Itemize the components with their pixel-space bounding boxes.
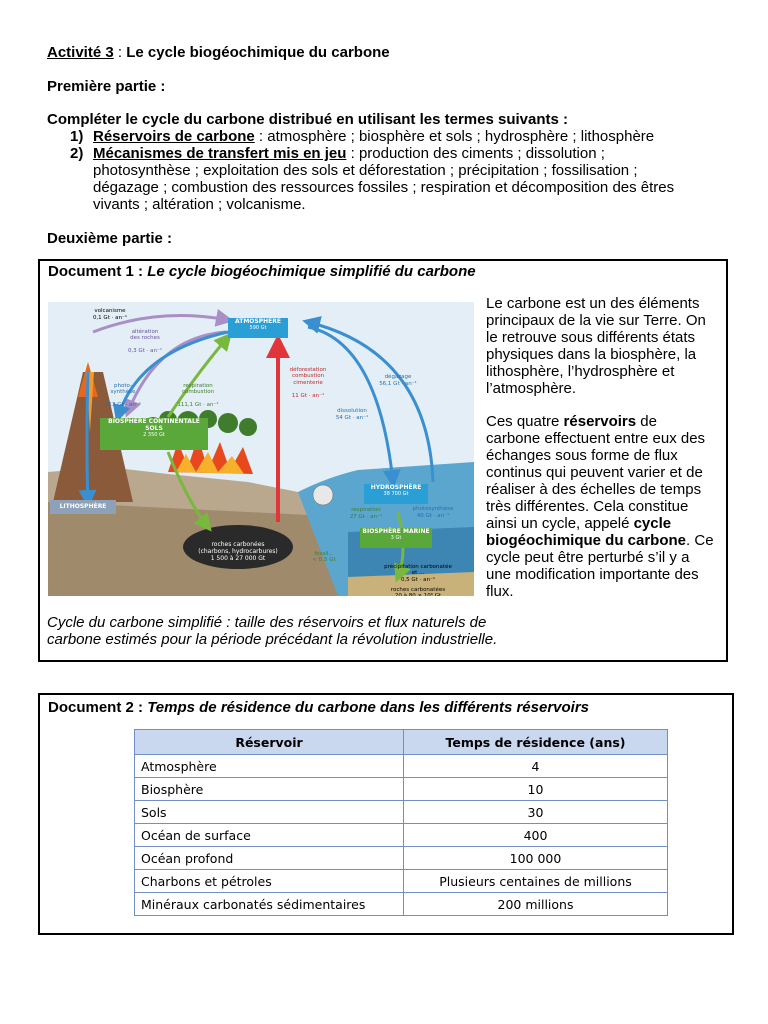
p1-line-6: l’atmosphère. bbox=[486, 380, 577, 397]
activity-title: Le cycle biogéochimique du carbone bbox=[126, 44, 390, 61]
p2-line-6: très différentes. Cela constitue bbox=[486, 498, 689, 515]
alteration-value: 0,3 Gt · an⁻¹ bbox=[127, 348, 163, 354]
photo-value: 113 Gt · an⁻¹ bbox=[105, 402, 141, 408]
roches-label bbox=[178, 534, 298, 562]
atmosphere-value: 590 Gt bbox=[249, 325, 267, 331]
p2-line-1a: Ces quatre bbox=[486, 413, 564, 430]
list-item-1-text: : atmosphère ; biosphère et sols ; hydrosphère ; lithosphère bbox=[254, 128, 655, 145]
volcanisme-label bbox=[86, 308, 134, 321]
document-1-title-text: Le cycle biogéochimique simplifié du carbone bbox=[147, 263, 476, 280]
table-row bbox=[135, 755, 668, 778]
p1-line-2: principaux de la vie sur Terre. On bbox=[486, 312, 706, 329]
list-item-2 bbox=[93, 145, 605, 162]
p2-line-7a: ainsi un cycle, appelé bbox=[486, 515, 634, 532]
p1-line-3: le retrouve sous différents états bbox=[486, 329, 696, 346]
list-num-2: 2) bbox=[70, 145, 84, 162]
biosphere-box bbox=[100, 418, 208, 450]
table-row bbox=[135, 778, 668, 801]
p1-line-1: Le carbone est un des éléments bbox=[486, 295, 700, 312]
list-num-1: 1) bbox=[70, 128, 84, 145]
biosphere-label: BIOSPHÈRE CONTINENTALE bbox=[108, 418, 200, 425]
list-item-2-term: Mécanismes de transfert mis en jeu bbox=[93, 145, 347, 162]
reservoir-cell: Océan de surface bbox=[135, 824, 404, 847]
p2-line-9: cycle peut être perturbé s’il y a bbox=[486, 549, 690, 566]
reservoir-cell: Minéraux carbonatés sédimentaires bbox=[135, 893, 404, 916]
dissolution-label bbox=[326, 408, 378, 421]
list-item-2-line4: vivants ; altération ; volcanisme. bbox=[93, 196, 306, 213]
bio-marine-box bbox=[360, 528, 432, 548]
p2-line-4: continus qui peuvent varier et de bbox=[486, 464, 703, 481]
residence-cell: 400 bbox=[404, 824, 668, 847]
precipitation-text: précipitation carbonatée et ... 0,5 Gt · an⁻¹ bbox=[384, 563, 452, 583]
p2-line-8 bbox=[486, 532, 726, 549]
table-row bbox=[135, 801, 668, 824]
p2-line-3: échanges sous forme de flux bbox=[486, 447, 678, 464]
list-item-2-line1: : production des ciments ; dissolution ; bbox=[346, 145, 605, 162]
alteration-text: altération des roches bbox=[130, 328, 160, 341]
residence-cell: 10 bbox=[404, 778, 668, 801]
list-item-1-term: Réservoirs de carbone bbox=[93, 128, 255, 145]
photosynthese2-value: 40 Gt · an⁻¹ bbox=[416, 512, 450, 519]
reservoir-cell: Charbons et pétroles bbox=[135, 870, 404, 893]
p2-line-11: flux. bbox=[486, 583, 514, 600]
p2-line-2: carbone effectuent entre eux des bbox=[486, 430, 706, 447]
reservoir-cell: Océan profond bbox=[135, 847, 404, 870]
table-row bbox=[135, 824, 668, 847]
p2-line-10: une modification importante des bbox=[486, 566, 699, 583]
deforestation-text: déforestation combustion cimenterie bbox=[289, 366, 327, 386]
table-row bbox=[135, 847, 668, 870]
hydrosphere-box bbox=[364, 484, 428, 504]
residence-cell: 100 000 bbox=[404, 847, 668, 870]
respiration2-value: 27 Gt · an⁻¹ bbox=[349, 513, 383, 520]
activity-label: Activité 3 bbox=[47, 44, 114, 61]
activity-sep: : bbox=[113, 44, 127, 61]
respiration-label bbox=[168, 376, 228, 415]
photo-text: photo- synthèse bbox=[110, 382, 136, 395]
part1-heading: Première partie : bbox=[47, 78, 166, 95]
document-1-caption bbox=[47, 614, 497, 648]
document-1-body bbox=[486, 295, 726, 600]
photosynthese2-label bbox=[408, 506, 458, 519]
roches-text: roches carbonées (charbons, hydrocarbures) 1 500 à 27 000 Gt bbox=[198, 541, 278, 562]
activity-heading bbox=[47, 44, 390, 61]
hydrosphere-value: 38 700 Gt bbox=[383, 491, 409, 497]
residence-cell: 4 bbox=[404, 755, 668, 778]
photosynthese2-text: photosynthèse bbox=[412, 506, 454, 512]
atmosphere-label: ATMOSPHÈRE bbox=[235, 318, 281, 325]
degazage-text: dégazage bbox=[384, 374, 412, 380]
p2-line-8a: biogéochimique du carbone bbox=[486, 532, 687, 549]
biosphere-value: 2 350 Gt bbox=[143, 432, 165, 438]
document-1-title bbox=[48, 263, 476, 280]
dissolution-value: 54 Gt · an⁻¹ bbox=[335, 414, 369, 421]
document-2-title-text: Temps de résidence du carbone dans les différents réservoirs bbox=[147, 699, 590, 716]
header-residence: Temps de résidence (ans) bbox=[404, 730, 668, 755]
p2-line-7b: cycle bbox=[633, 515, 672, 532]
caption-line-1: Cycle du carbone simplifié : taille des réservoirs et flux naturels de bbox=[47, 614, 487, 631]
reservoir-cell: Biosphère bbox=[135, 778, 404, 801]
roches-carb-text: roches carbonatées 20 à 80 × 10⁶ Gt bbox=[390, 586, 446, 596]
carbon-cycle-diagram bbox=[48, 302, 474, 596]
residence-time-table bbox=[134, 729, 668, 916]
p2-line-8b: . Ce bbox=[686, 532, 714, 549]
table-row bbox=[135, 893, 668, 916]
table-row bbox=[135, 870, 668, 893]
degazage-value: 56,1 Gt · an⁻¹ bbox=[379, 380, 417, 387]
sols-label: SOLS bbox=[145, 425, 163, 432]
volcanisme-value: 0,1 Gt · an⁻¹ bbox=[92, 314, 128, 321]
fossil-text: fossil... < 0,5 Gt bbox=[312, 550, 336, 563]
p1-line-4: physiques dans la biosphère, la bbox=[486, 346, 697, 363]
alteration-label bbox=[116, 322, 174, 361]
p1-line-5: lithosphère, l’hydrosphère et bbox=[486, 363, 675, 380]
roches-carb-label bbox=[368, 580, 468, 596]
lithosphere-label: LITHOSPHÈRE bbox=[59, 503, 107, 510]
list-item-1 bbox=[93, 128, 654, 145]
p2-line-1 bbox=[486, 413, 726, 430]
lithosphere-box bbox=[50, 500, 116, 514]
document-1-label: Document 1 : bbox=[48, 263, 148, 280]
hydrosphere-label: HYDROSPHÈRE bbox=[370, 484, 422, 491]
fossil-label bbox=[304, 544, 344, 564]
respiration2-label bbox=[344, 507, 388, 520]
p2-line-1b: réservoirs bbox=[563, 413, 637, 430]
caption-line-2: carbone estimés pour la période précédant la révolution industrielle. bbox=[47, 631, 498, 648]
document-2-label: Document 2 : bbox=[48, 699, 148, 716]
p2-line-7 bbox=[486, 515, 726, 532]
residence-cell: Plusieurs centaines de millions bbox=[404, 870, 668, 893]
residence-cell: 200 millions bbox=[404, 893, 668, 916]
bio-marine-label: BIOSPHÈRE MARINE bbox=[362, 528, 430, 535]
respiration2-text: respiration bbox=[351, 507, 381, 513]
list-item-2-line2: photosynthèse ; exploitation des sols et déforestation ; précipitation ; fossilisation ; bbox=[93, 162, 638, 179]
volcanisme-text: volcanisme bbox=[94, 308, 126, 314]
photo-label bbox=[98, 376, 148, 415]
residence-cell: 30 bbox=[404, 801, 668, 824]
dissolution-text: dissolution bbox=[337, 408, 367, 414]
bio-marine-value: 3 Gt bbox=[390, 535, 402, 541]
respiration-text: respiration combustion bbox=[181, 382, 215, 395]
atmosphere-box bbox=[228, 318, 288, 338]
p2-line-5: réaliser à des échelles de temps bbox=[486, 481, 702, 498]
reservoir-cell: Sols bbox=[135, 801, 404, 824]
document-2-title bbox=[48, 699, 589, 716]
respiration-value: 111,1 Gt · an⁻¹ bbox=[177, 402, 219, 408]
header-reservoir: Réservoir bbox=[135, 730, 404, 755]
reservoir-cell: Atmosphère bbox=[135, 755, 404, 778]
p2-line-1c: de bbox=[636, 413, 657, 430]
degazage-label bbox=[373, 374, 423, 387]
deforestation-value: 11 Gt · an⁻¹ bbox=[291, 392, 325, 399]
deforestation-label bbox=[280, 360, 336, 406]
part2-heading: Deuxième partie : bbox=[47, 230, 173, 247]
table-header-row bbox=[135, 730, 668, 755]
list-item-2-line3: dégazage ; combustion des ressources fossiles ; respiration et décomposition des êtres bbox=[93, 179, 675, 196]
instruction-text: Compléter le cycle du carbone distribué en utilisant les termes suivants : bbox=[47, 111, 568, 128]
